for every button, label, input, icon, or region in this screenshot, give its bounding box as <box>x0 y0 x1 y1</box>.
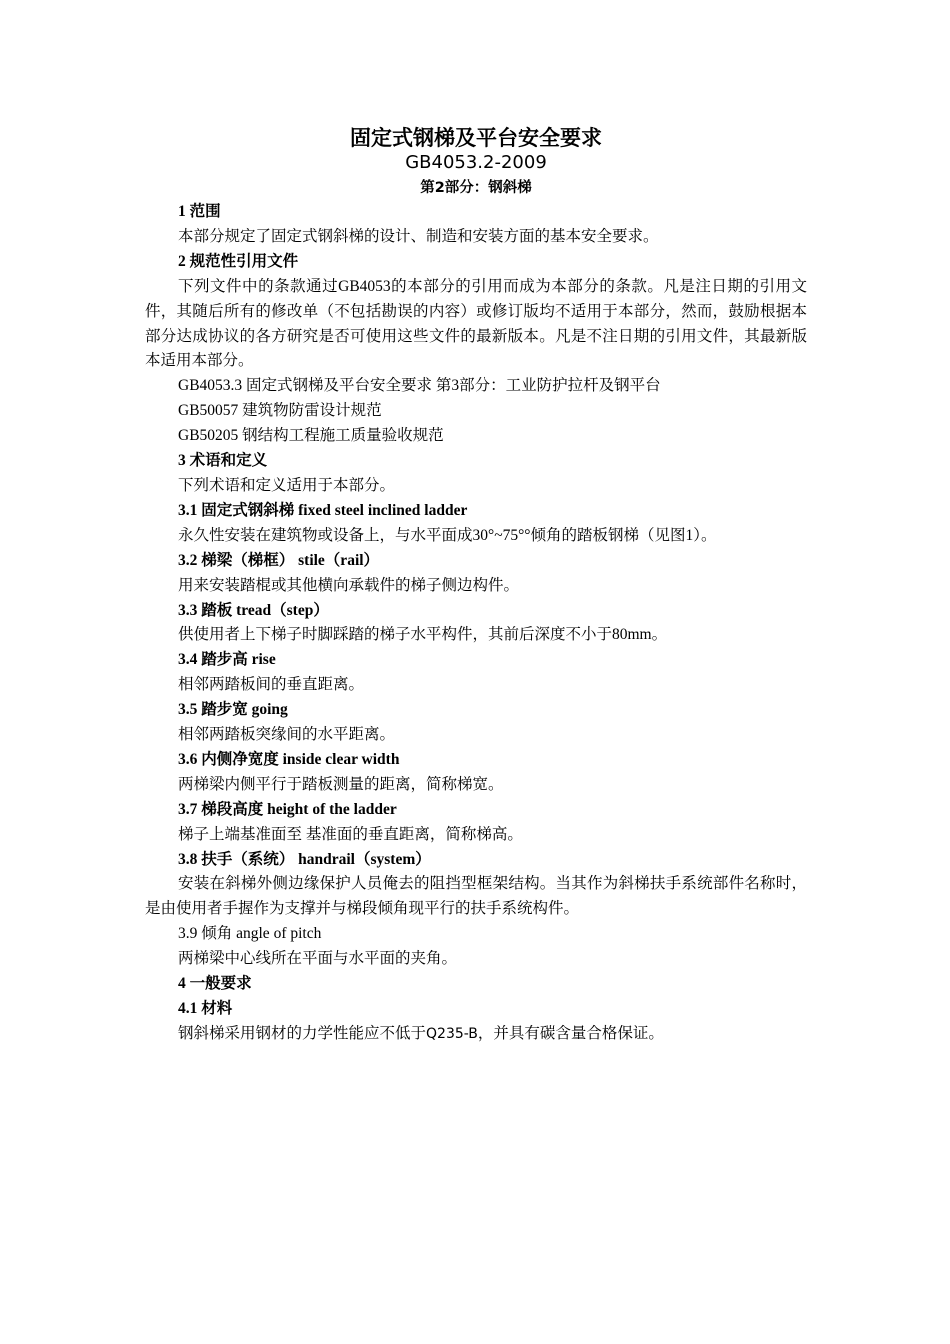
term-definition: 永久性安装在建筑物或设备上，与水平面成30°~75°°倾角的踏板钢梯（见图1）。 <box>178 526 717 544</box>
material-requirement <box>145 1022 807 1047</box>
material-text-pre: 钢斜梯采用钢材的力学性能应不低于 <box>178 1024 427 1042</box>
term-heading: 3.3 踏板 tread（step） <box>178 601 329 619</box>
term-heading: 3.7 梯段高度 height of the ladder <box>178 800 397 818</box>
material-text-post: ，并具有碳含量合格保证。 <box>477 1024 664 1042</box>
term-heading: 3.6 内侧净宽度 inside clear width <box>178 750 400 768</box>
section-2-text: 下列文件中的条款通过GB4053的本部分的引用而成为本部分的条款。凡是注日期的引用文件，其随后所有的修改单（不包括勘误的内容）或修订版均不适用于本部分，然而，鼓励根据本部分达成协议的各方研究是否可使用这些文件的最新版本。凡是不注日期的引用文件，其最新版本适用本部分。 <box>145 277 807 370</box>
term-definition: 梯子上端基准面至 基准面的垂直距离，简称梯高。 <box>178 825 523 843</box>
document-subtitle: 第2部分：钢斜梯 <box>420 180 532 196</box>
reference-item: GB4053.3 固定式钢梯及平台安全要求 第3部分：工业防护拉杆及钢平台 <box>178 377 661 395</box>
term-definition: 两梯梁内侧平行于踏板测量的距离，简称梯宽。 <box>178 775 504 793</box>
term-heading: 3.5 踏步宽 going <box>178 701 288 719</box>
term-definition: 相邻两踏板间的垂直距离。 <box>178 676 365 694</box>
section-1-heading: 1 范围 <box>178 203 221 220</box>
term-heading: 3.2 梯梁（梯框） stile（rail） <box>178 551 380 569</box>
section-3-intro: 下列术语和定义适用于本部分。 <box>178 476 396 494</box>
section-1-text: 本部分规定了固定式钢斜梯的设计、制造和安装方面的基本安全要求。 <box>178 227 659 245</box>
section-2-heading: 2 规范性引用文件 <box>178 252 299 270</box>
term-heading: 3.4 踏步高 rise <box>178 651 276 669</box>
section-4-heading: 4 一般要求 <box>178 975 252 993</box>
standard-code: GB4053.2-2009 <box>405 152 547 173</box>
document-title: 固定式钢梯及平台安全要求 <box>350 126 602 150</box>
term-heading: 3.9 倾角 angle of pitch <box>178 925 322 943</box>
term-definition: 用来安装踏棍或其他横向承载件的梯子侧边构件。 <box>178 576 520 594</box>
steel-grade: Q235-B <box>426 1025 478 1042</box>
section-4-1-heading: 4.1 材料 <box>178 1000 233 1017</box>
term-definition: 两梯梁中心线所在平面与水平面的夹角。 <box>178 950 458 968</box>
section-3-heading: 3 术语和定义 <box>178 452 268 470</box>
term-heading: 3.1 固定式钢斜梯 fixed steel inclined ladder <box>178 501 468 519</box>
reference-item: GB50057 建筑物防雷设计规范 <box>178 402 382 420</box>
term-definition: 供使用者上下梯子时脚踩踏的梯子水平构件，其前后深度不小于80mm。 <box>178 626 668 644</box>
term-heading: 3.8 扶手（系统） handrail（system） <box>178 850 431 868</box>
document-body <box>145 124 807 1047</box>
reference-item: GB50205 钢结构工程施工质量验收规范 <box>178 427 444 445</box>
term-definition: 安装在斜梯外侧边缘保护人员俺去的阻挡型框架结构。当其作为斜梯扶手系统部件名称时，是由使用者手握作为支撑并与梯段倾角现平行的扶手系统构件。 <box>145 875 807 918</box>
term-definition: 相邻两踏板突缘间的水平距离。 <box>178 726 396 744</box>
